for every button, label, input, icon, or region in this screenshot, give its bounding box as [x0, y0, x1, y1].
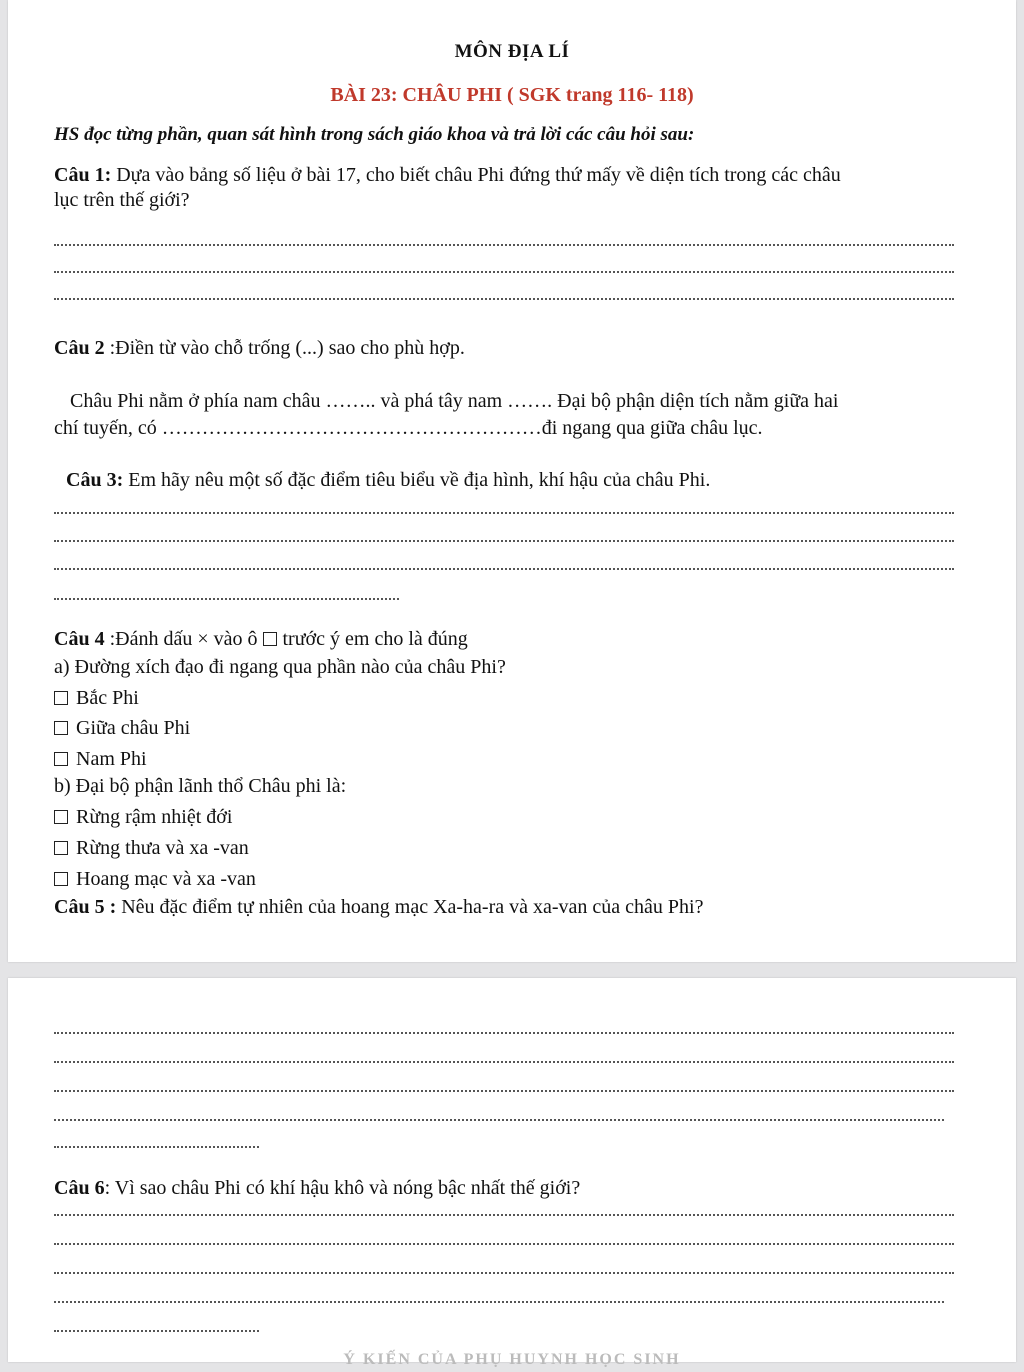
question-4: [54, 627, 468, 651]
question-4-text-end: trước ý em cho là đúng: [282, 628, 468, 650]
checkbox-icon[interactable]: [54, 872, 68, 886]
question-4a: a) Đường xích đạo đi ngang qua phần nào của châu Phi?: [54, 656, 506, 678]
answer-line: [54, 512, 954, 514]
instruction-text: HS đọc từng phần, quan sát hình trong sách giáo khoa và trả lời các câu hỏi sau:: [54, 124, 695, 145]
question-6-label: Câu 6: [54, 1177, 105, 1199]
option-label: Nam Phi: [76, 748, 147, 770]
subject-title: MÔN ĐỊA LÍ: [454, 41, 570, 62]
answer-line: [54, 568, 954, 570]
cut-off-heading: Ý KIẾN CỦA PHỤ HUYNH HỌC SINH: [343, 1351, 681, 1368]
option-label: Hoang mạc và xa -van: [76, 868, 256, 890]
answer-line: [54, 598, 399, 600]
question-2-label: Câu 2: [54, 337, 105, 359]
answer-line: [54, 1301, 944, 1303]
answer-line: [54, 1214, 954, 1216]
checkbox-icon[interactable]: [54, 691, 68, 705]
checkbox-icon[interactable]: [54, 752, 68, 766]
option-hoang-mac[interactable]: [54, 867, 256, 891]
question-1-label: Câu 1:: [54, 164, 112, 186]
answer-line: [54, 1146, 259, 1148]
checkbox-icon[interactable]: [54, 810, 68, 824]
answer-line: [54, 244, 954, 246]
answer-line: [54, 1090, 954, 1092]
option-giua-chau-phi[interactable]: [54, 716, 190, 740]
question-3-label: Câu 3:: [66, 469, 124, 491]
worksheet-page-2: [8, 978, 1016, 1368]
question-4b: b) Đại bộ phận lãnh thổ Châu phi là:: [54, 775, 347, 797]
question-5: [54, 895, 703, 919]
question-6: [54, 1176, 580, 1200]
answer-line: [54, 271, 954, 273]
answer-line: [54, 1243, 954, 1245]
checkbox-icon[interactable]: [54, 841, 68, 855]
question-6-text: : Vì sao châu Phi có khí hậu khô và nóng bậc nhất thế giới?: [104, 1177, 581, 1199]
question-4-text: :Đánh dấu × vào ô: [104, 628, 258, 650]
question-4-label: Câu 4: [54, 628, 105, 650]
option-nam-phi[interactable]: [54, 747, 147, 771]
fill-in-line-2: chí tuyến, có …………………………………………………đi ngang qua giữa châu lục.: [54, 417, 763, 439]
option-rung-ram[interactable]: [54, 805, 232, 829]
answer-line: [54, 298, 954, 300]
question-1: [54, 163, 841, 187]
option-label: Rừng thưa và xa -van: [76, 837, 249, 859]
option-rung-thua[interactable]: [54, 836, 249, 860]
worksheet-page-1: [8, 0, 1016, 962]
question-3-text: Em hãy nêu một số đặc điểm tiêu biểu về địa hình, khí hậu của châu Phi.: [123, 469, 711, 491]
question-1-text-cont: lục trên thế giới?: [54, 189, 190, 211]
question-5-label: Câu 5 :: [54, 896, 117, 918]
lesson-title: BÀI 23: CHÂU PHI ( SGK trang 116- 118): [330, 84, 694, 106]
answer-line: [54, 1061, 954, 1063]
question-1-text: Dựa vào bảng số liệu ở bài 17, cho biết châu Phi đứng thứ mấy về diện tích trong các châu: [111, 164, 841, 186]
answer-line: [54, 1119, 944, 1121]
checkbox-icon[interactable]: [54, 721, 68, 735]
question-3: [66, 468, 710, 492]
question-2-text: :Điền từ vào chỗ trống (...) sao cho phù hợp.: [104, 337, 465, 359]
answer-line: [54, 540, 954, 542]
answer-line: [54, 1032, 954, 1034]
question-2: [54, 336, 465, 360]
option-label: Giữa châu Phi: [76, 717, 191, 739]
option-label: Rừng rậm nhiệt đới: [76, 806, 233, 828]
answer-line: [54, 1330, 259, 1332]
fill-in-line-1: Châu Phi nằm ở phía nam châu …….. và phá tây nam ……. Đại bộ phận diện tích nằm giữa hai: [70, 390, 839, 412]
option-label: Bắc Phi: [76, 687, 139, 709]
option-bac-phi[interactable]: [54, 686, 139, 710]
checkbox-icon: [263, 632, 277, 646]
question-5-text: Nêu đặc điểm tự nhiên của hoang mạc Xa-ha-ra và xa-van của châu Phi?: [116, 896, 704, 918]
answer-line: [54, 1272, 954, 1274]
